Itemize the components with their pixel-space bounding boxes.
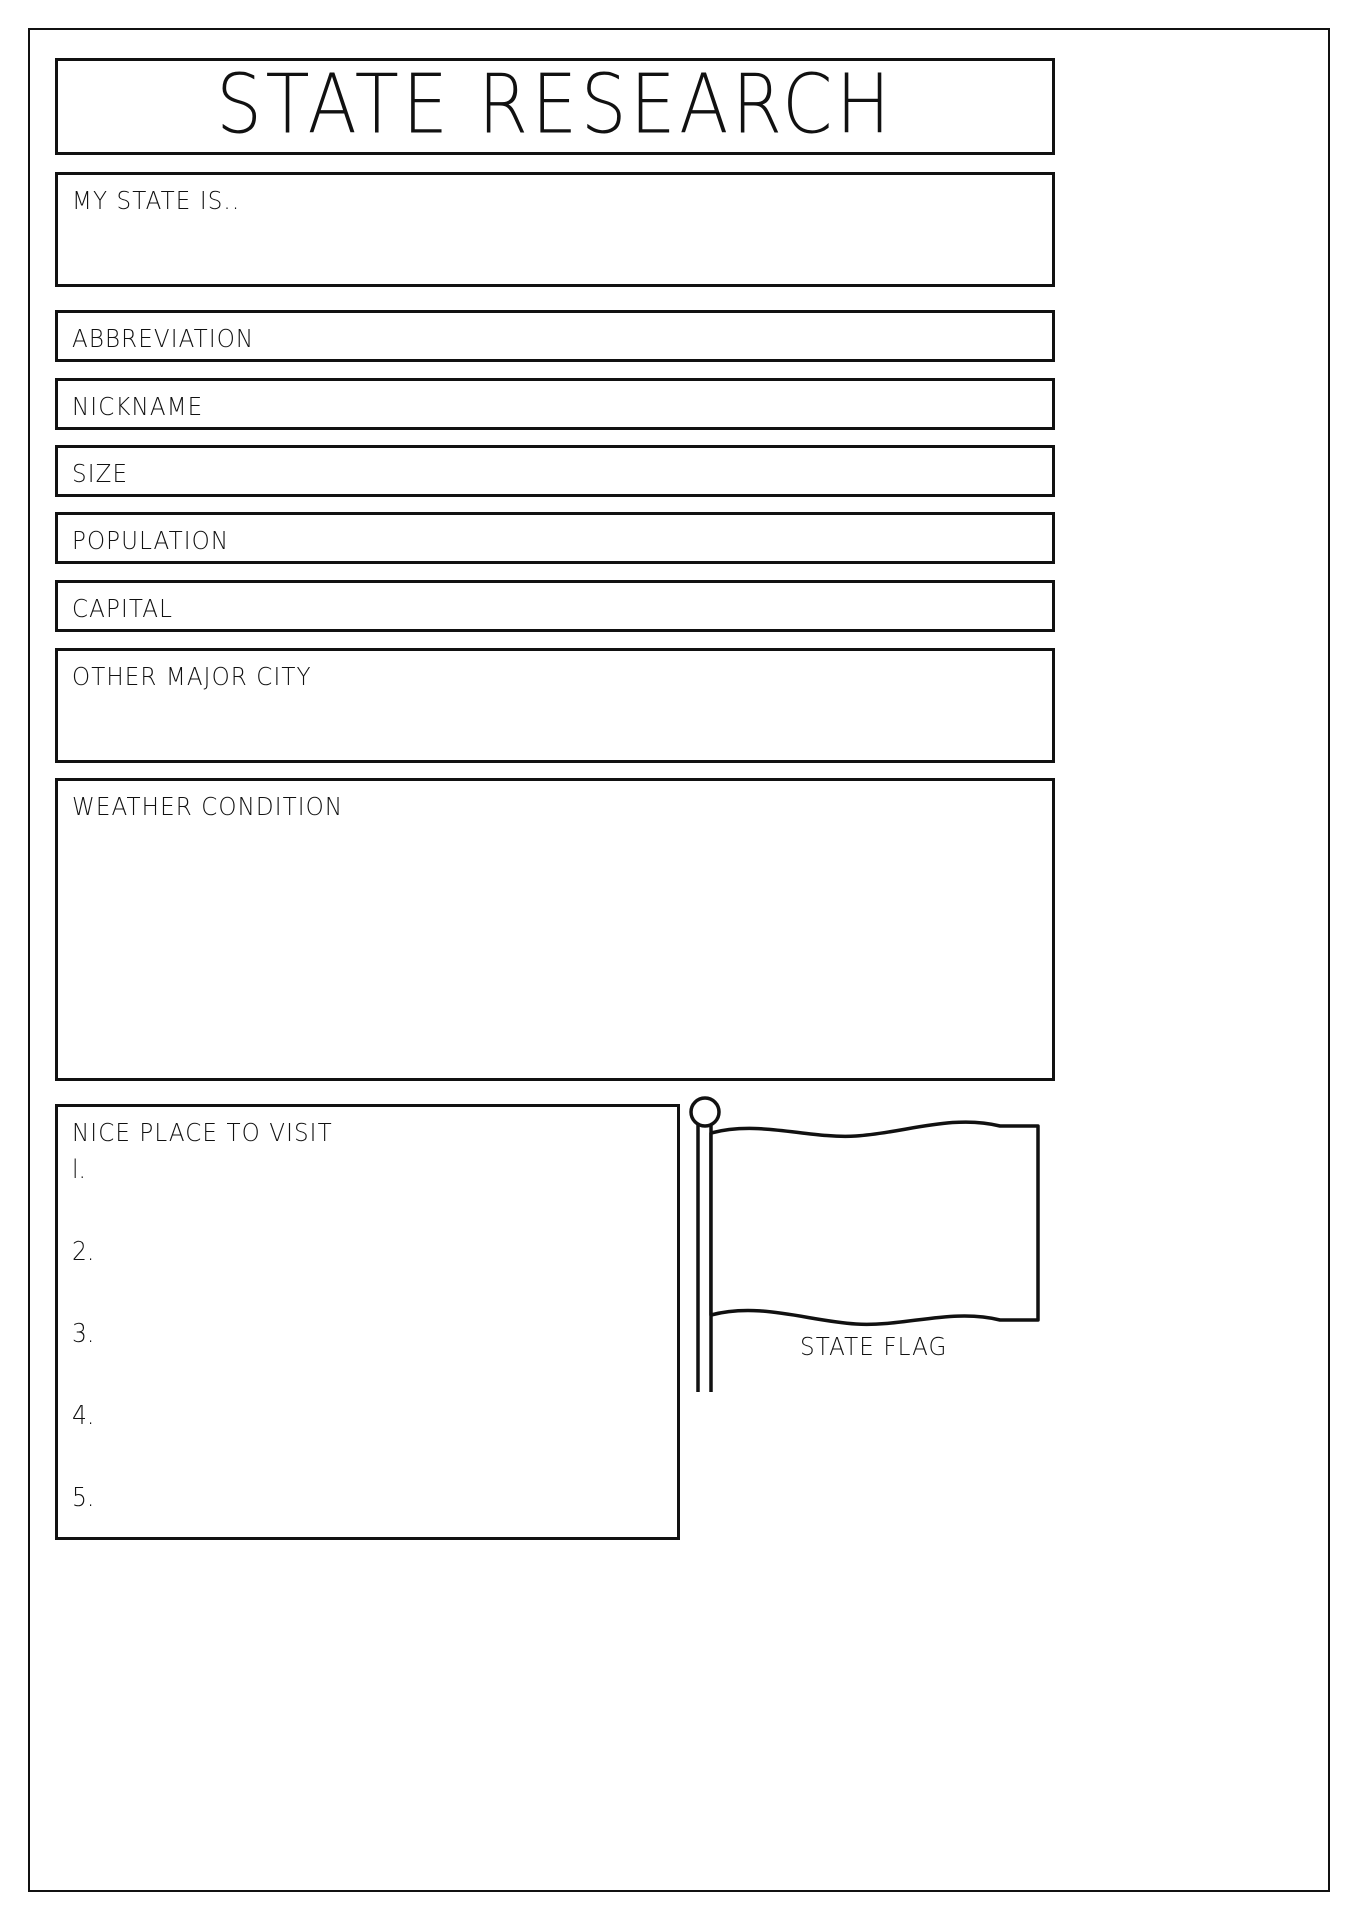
field-label-nice-place-to-visit: NICE PLACE TO VISIT (72, 1118, 333, 1147)
field-label-other-major-city: OTHER MAJOR CITY (72, 662, 312, 691)
list-item[interactable]: 5. (72, 1483, 95, 1513)
list-item[interactable]: l. (72, 1155, 86, 1185)
state-flag-illustration (680, 1092, 1060, 1392)
field-label-size: SIZE (72, 459, 129, 488)
title-box (55, 58, 1055, 155)
list-item[interactable]: 4. (72, 1401, 95, 1431)
field-label-capital: CAPITAL (72, 594, 173, 623)
field-weather-condition[interactable] (55, 778, 1055, 1081)
state-flag-caption: STATE FLAG (800, 1332, 948, 1361)
list-item[interactable]: 2. (72, 1237, 95, 1267)
field-population[interactable] (55, 512, 1055, 564)
list-item[interactable]: 3. (72, 1319, 95, 1349)
field-label-my-state-is: MY STATE IS.. (72, 186, 241, 215)
field-label-population: POPULATION (72, 526, 230, 555)
field-other-major-city[interactable] (55, 648, 1055, 763)
field-nice-place-to-visit[interactable] (55, 1104, 680, 1540)
field-abbreviation[interactable] (55, 310, 1055, 362)
field-size[interactable] (55, 445, 1055, 497)
field-label-abbreviation: ABBREVIATION (72, 324, 255, 353)
page-title: STATE RESEARCH (216, 56, 894, 152)
field-capital[interactable] (55, 580, 1055, 632)
field-my-state-is[interactable] (55, 172, 1055, 287)
field-label-nickname: NICKNAME (72, 392, 204, 421)
field-label-weather-condition: WEATHER CONDITION (72, 792, 344, 821)
field-nickname[interactable] (55, 378, 1055, 430)
